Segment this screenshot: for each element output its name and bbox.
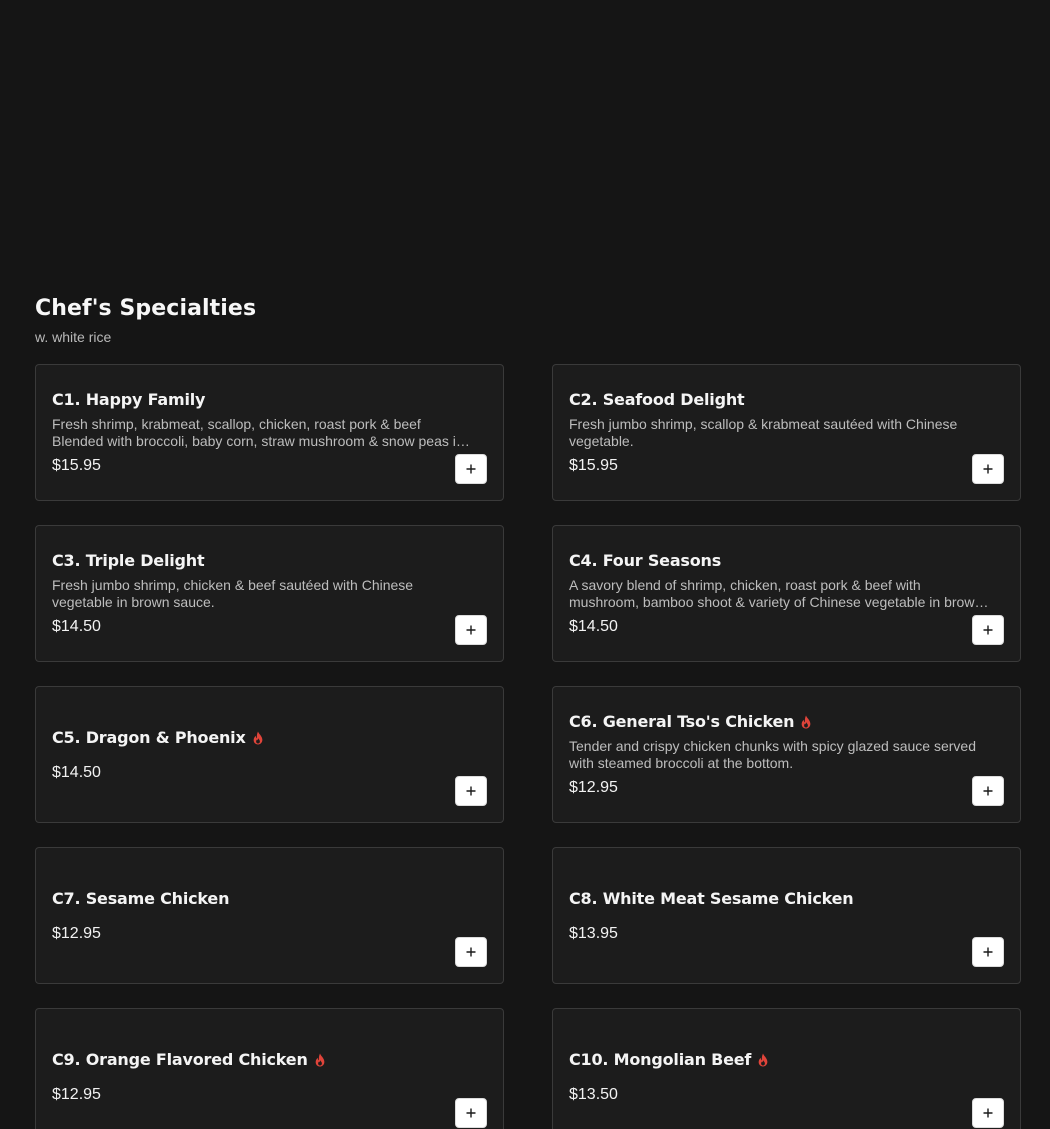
menu-item-price: $12.95	[52, 1085, 101, 1103]
menu-item-card[interactable]	[552, 686, 1021, 823]
menu-item-price: $12.95	[569, 779, 618, 796]
menu-item-card[interactable]	[35, 686, 504, 823]
menu-item-price: $14.50	[52, 763, 101, 781]
menu-item-price: $14.50	[52, 618, 101, 635]
spicy-flame-icon	[757, 1053, 769, 1067]
menu-item-price: $14.50	[569, 618, 618, 635]
spicy-flame-icon	[252, 731, 264, 745]
menu-item-description: A savory blend of shrimp, chicken, roast pork & beef with mushroom, bamboo shoot & variety of Chinese vegetable in brown	[569, 577, 983, 610]
menu-item-card[interactable]	[552, 364, 1021, 501]
menu-item-card[interactable]	[552, 525, 1021, 662]
menu-item-description: Fresh jumbo shrimp, scallop & krabmeat sautéed with Chinese vegetable.	[569, 416, 958, 449]
menu-item-card[interactable]	[552, 1008, 1021, 1129]
menu-item-name: C1. Happy Family	[52, 390, 206, 409]
spicy-flame-icon	[314, 1053, 326, 1067]
menu-item-card[interactable]	[35, 364, 504, 501]
plus-icon	[466, 947, 476, 957]
plus-icon	[983, 947, 993, 957]
menu-item-description: Fresh shrimp, krabmeat, scallop, chicken, roast pork & beef Blended with broccoli, baby corn, straw mushroom & snow peas in	[52, 416, 464, 449]
plus-icon	[466, 625, 476, 635]
menu-item-grid	[35, 364, 1021, 1129]
menu-item-name: C8. White Meat Sesame Chicken	[569, 888, 854, 908]
menu-item-name: C9. Orange Flavored Chicken	[52, 1049, 308, 1069]
menu-item-name: C4. Four Seasons	[569, 551, 722, 570]
menu-item-price: $13.95	[569, 924, 618, 942]
plus-icon	[983, 625, 993, 635]
menu-item-description: Tender and crispy chicken chunks with spicy glazed sauce served with steamed broccoli at the bottom.	[569, 738, 976, 771]
plus-icon	[466, 786, 476, 796]
add-to-cart-button[interactable]	[972, 1098, 1004, 1128]
menu-item-name: C10. Mongolian Beef	[569, 1049, 752, 1069]
menu-item-card[interactable]	[35, 847, 504, 984]
plus-icon	[983, 464, 993, 474]
add-to-cart-button[interactable]	[972, 776, 1004, 806]
plus-icon	[983, 1108, 993, 1118]
menu-item-price: $15.95	[52, 457, 101, 474]
menu-item-price: $15.95	[569, 457, 618, 474]
add-to-cart-button[interactable]	[455, 454, 487, 484]
add-to-cart-button[interactable]	[972, 615, 1004, 645]
add-to-cart-button[interactable]	[455, 937, 487, 967]
section-header	[35, 294, 256, 346]
add-to-cart-button[interactable]	[455, 1098, 487, 1128]
menu-item-name: C5. Dragon & Phoenix	[52, 727, 246, 747]
menu-item-price: $13.50	[569, 1085, 618, 1103]
section-title: Chef's Specialties	[35, 296, 257, 321]
spicy-flame-icon	[800, 715, 812, 729]
menu-item-description: Fresh jumbo shrimp, chicken & beef sautéed with Chinese vegetable in brown sauce.	[52, 577, 414, 610]
menu-item-card[interactable]	[35, 1008, 504, 1129]
add-to-cart-button[interactable]	[972, 937, 1004, 967]
menu-item-name: C3. Triple Delight	[52, 551, 205, 570]
section-subtitle: w. white rice	[35, 329, 112, 345]
menu-item-name: C7. Sesame Chicken	[52, 888, 230, 908]
menu-item-name: C6. General Tso's Chicken	[569, 712, 795, 731]
add-to-cart-button[interactable]	[972, 454, 1004, 484]
menu-item-price: $12.95	[52, 924, 101, 942]
plus-icon	[466, 1108, 476, 1118]
menu-item-name: C2. Seafood Delight	[569, 390, 745, 409]
plus-icon	[466, 464, 476, 474]
menu-item-card[interactable]	[552, 847, 1021, 984]
add-to-cart-button[interactable]	[455, 615, 487, 645]
menu-item-card[interactable]	[35, 525, 504, 662]
plus-icon	[983, 786, 993, 796]
add-to-cart-button[interactable]	[455, 776, 487, 806]
